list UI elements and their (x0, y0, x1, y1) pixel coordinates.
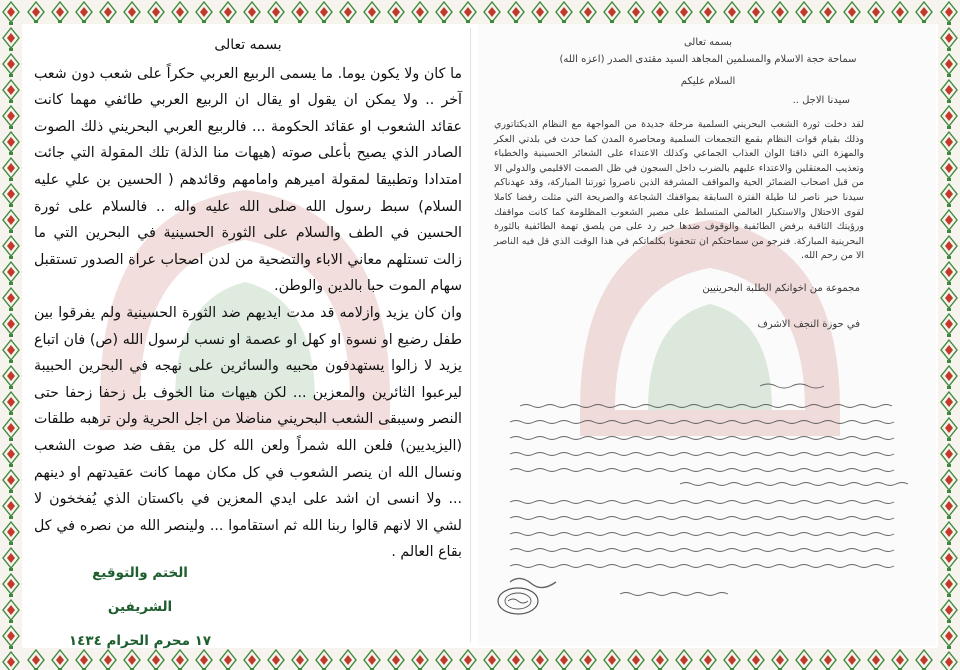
scanned-letter-location: في حوزة النجف الاشرف (757, 318, 860, 330)
typed-letter-text (34, 32, 462, 566)
scanned-letter-salutation: سيدنا الاجل .. (792, 95, 850, 106)
ornament-pattern-left (0, 0, 22, 670)
ornament-border-top (0, 0, 960, 24)
ornament-border-left (0, 0, 22, 670)
typed-letter-paragraph-1: ما كان ولا يكون يوما. ما يسمى الربيع العربي حكراً على شعب دون شعب آخر .. ولا يمكن ان يقول او يقال ان الربيع العربي طائفي مهما كانت عقائد الشعوب او عقائد الحكومة ... فالربيع العربي البحريني ذلك الصوت الصادر الذي يصيح بأعلى صوته (هيهات منا الذلة) تلك المقولة التي جائت امتدادا وتطبيقا لمقولة اميرهم وامامهم وقائدهم ( الحسين بن علي عليه السلام) سبط رسول الله صلى الله عليه واله .. فالسلام على ثورة الحسين في الطف والسلام على الثورة الحسينية في البحرين التي ما زالت تستلهم معاني الاباء والتضحية من لدن اصحاب عراة الصدور تستقبل سهام الموت حبا بالدين والوطن. (34, 65, 462, 295)
scanned-letter-body: لقد دخلت ثورة الشعب البحريني السلمية مرحلة جديدة من المواجهة مع النظام الديكتاتوري وذلك بقيام قوات النظام بقمع التجمعات السلمية ومحاصرة المدن كما حدث في بلدتي العكر والمهزة التي ذاقتا الوان العذاب الجماعي وكذلك الاعتداء على الشعائر الحسينية والخطباء وتعذيب المعتقلين والاعتداء عليهم بالضرب داخل السجون في ظل الصمت الاقليمي والدولي الا من قبل اصحاب الضمائر الحية والمواقف المشرفة الذين ناصروا ثورتنا المباركة، وقد عهدناكم سيدنا خير ناصر لنا طيلة الفترة السابقة بمواقفك الشجاعة والصريحة التي مثلت رفضا كاملا لقوى الاحتلال والاستكبار العالمي المتسلط على مصير الشعوب المظلومة كما كانت مواقفك ورؤيتك الثاقبة برفض الطائفية والوقوف ضدها خير رد على من يلصق تهمة الطائفية بالثورة البحرينية المباركة. فنرجو من سماحتكم ان تتحفونا بكلماتكم في هذا الوقت الذي قل فيه الناصر الا من رحم الله. (494, 119, 864, 262)
ornament-pattern-right (938, 0, 960, 670)
scanned-letter-signature: مجموعة من اخوانكم الطلبة البحرينيين (702, 282, 860, 294)
ornament-pattern-top (0, 0, 960, 24)
seal-stamp (496, 586, 540, 616)
scanned-letter-greeting: السلام عليكم (680, 76, 736, 87)
scanned-letter-text (486, 34, 930, 336)
typed-letter-closing-block (60, 556, 220, 658)
scanned-letter-addressee: سماحة حجة الاسلام والمسلمين المجاهد السيد مقتدى الصدر (اعزه الله) (559, 54, 857, 65)
scanned-letter-heading: بسمه تعالى (683, 37, 733, 48)
typed-letter-heading: بسمه تعالى (214, 37, 282, 53)
typed-letter-date: ١٧ محرم الحرام ١٤٣٤ (68, 633, 212, 649)
ornament-border-right (938, 0, 960, 670)
handwritten-reply (500, 380, 920, 610)
typed-letter-closing: الختم والتوقيع الشريفين (92, 565, 188, 615)
typed-letter-paragraph-2: وان كان يزيد وازلامه قد مدت ايديهم ضد الثورة الحسينية ولم يفرقوا بين طفل رضيع او نسوة او كهل او عصمة او نسب لرسول الله (ص) فان اتباع يزيد لا زالوا يستهدفون محبيه والسائرين على نهجه في البحرين الحبيبة ليرعبوا الثائرين والمعزين ... لكن هيهات منا الخوف بل زحفا زحفا حتى النصر وسيبقى الشعب البحريني مناضلا من اجل الحرية ولن ترهبه طلقات (اليزيديين) فلعن الله شمراً ولعن الله كل من يقف ضد صوت الشعب ونسال الله ان ينصر الشعوب في كل مكان مهما كانت عقيدتهم او دينهم ... ولا انسى ان اشد على ايدي المعزين في باكستان الذي يُفخخون لا لشي الا لانهم قالوا ربنا الله ثم استقاموا ... ولينصر الله من نصره في كل بقاع العالم . (34, 304, 462, 561)
panel-divider (470, 28, 471, 642)
